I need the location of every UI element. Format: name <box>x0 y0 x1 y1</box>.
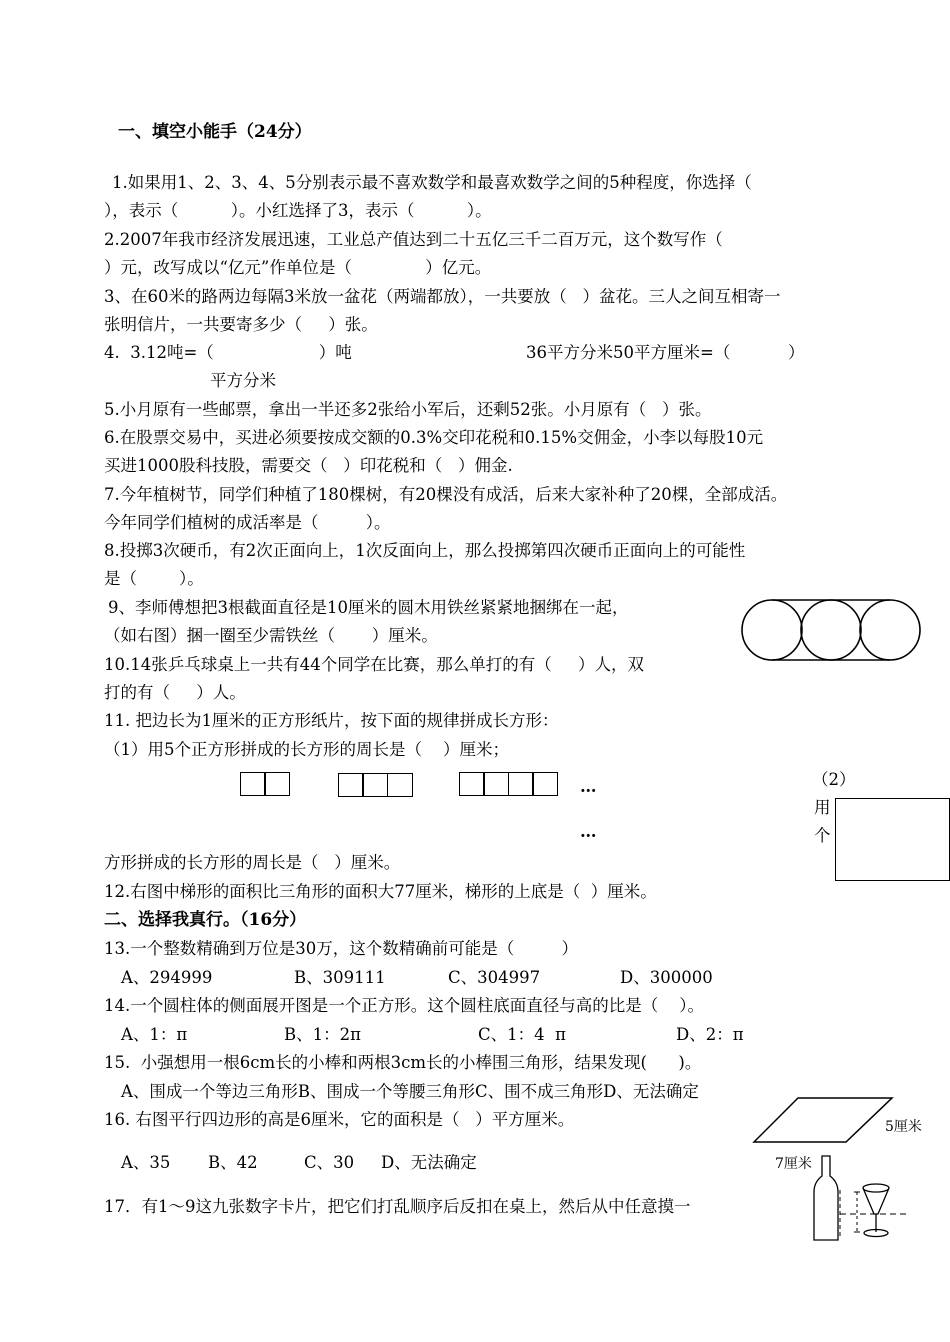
q8-line2: 是（ ）。 <box>104 569 204 588</box>
ellipsis-1: … <box>580 777 597 796</box>
q11-line2: （1）用5个正方形拼成的长方形的周长是（ ）厘米； <box>104 740 509 759</box>
q4-unit: 平方分米 <box>210 371 276 390</box>
q4-part2: 36平方分米50平方厘米=（ ） <box>526 343 805 362</box>
q7-line2: 今年同学们植树的成活率是（ ）。 <box>104 513 391 532</box>
q1-line1: 1.如果用1、2、3、4、5分别表示最不喜欢数学和最喜欢数学之间的5种程度，你选择（ <box>112 173 752 192</box>
q11-line1: 11. 把边长为1厘米的正方形纸片，按下面的规律拼成长方形： <box>104 711 559 730</box>
squares-3 <box>338 773 411 797</box>
circle-1 <box>742 600 802 660</box>
q13-option-d: D、300000 <box>620 968 713 987</box>
rectangle-figure <box>835 798 950 881</box>
squares-4 <box>459 772 557 796</box>
q14-option-a: A、1：π <box>121 1025 188 1044</box>
q6-line1: 6.在股票交易中，买进必须要按成交额的0.3%交印花税和0.15%交佣金，小李以每股10元 <box>104 428 764 447</box>
q1-line2: ），表示（ ）。小红选择了3，表示（ ）。 <box>104 201 492 220</box>
q3-line1: 3、在60米的路两边每隔3米放一盆花（两端都放），一共要放（ ）盆花。三人之间互相寄一 <box>104 287 781 306</box>
section-2-title: 二、选择我真行。（16分） <box>104 910 307 930</box>
q16-option-b: B、42 <box>208 1153 258 1172</box>
parallelogram-side-label: 5厘米 <box>885 1119 922 1135</box>
q14: 14.一个圆柱体的侧面展开图是一个正方形。这个圆柱底面直径与高的比是（ ）。 <box>104 996 704 1015</box>
q5: 5.小月原有一些邮票，拿出一半还多2张给小军后，还剩52张。小月原有（ ）张。 <box>104 400 712 419</box>
q9-line2: （如右图）捆一圈至少需铁丝（ ）厘米。 <box>104 626 438 645</box>
q11-part2-ge: 个 <box>814 826 831 845</box>
squares-2 <box>240 772 289 796</box>
circle-3 <box>860 600 920 660</box>
q8-line1: 8.投掷3次硬币，有2次正面向上，1次反面向上，那么投掷第四次硬币正面向上的可能性 <box>104 541 746 560</box>
q14-option-c: C、1：4 π <box>478 1025 566 1044</box>
q9-line1: 9、李师傅想把3根截面直径是10厘米的圆木用铁丝紧紧地捆绑在一起， <box>108 598 629 617</box>
q6-line2: 买进1000股科技股，需要交（ ）印花税和（ ）佣金. <box>104 456 513 475</box>
q11-part2-label: （2） <box>812 770 856 789</box>
q16-option-c: C、30 <box>304 1153 355 1172</box>
ellipsis-2: … <box>580 822 597 841</box>
q2-line2: ）元，改写成以“亿元”作单位是（ ）亿元。 <box>104 258 492 277</box>
q11-part2-yong: 用 <box>814 798 831 817</box>
q16-option-d: D、无法确定 <box>381 1153 477 1172</box>
q4-part1: 4. 3.12吨=（ ）吨 <box>104 343 352 362</box>
q12: 12.右图中梯形的面积比三角形的面积大77厘米，梯形的上底是（ ）厘米。 <box>104 882 657 901</box>
q11-line3: 方形拼成的长方形的周长是（ ）厘米。 <box>104 853 401 872</box>
q2-line1: 2.2007年我市经济发展迅速，工业总产值达到二十五亿三千二百万元，这个数写作（ <box>104 230 723 249</box>
q10-line2: 打的有（ ）人。 <box>104 683 246 702</box>
q7-line1: 7.今年植树节，同学们种植了180棵树，有20棵没有成活，后来大家补种了20棵，全部成活。 <box>104 485 788 504</box>
q17: 17．有1～9这九张数字卡片，把它们打乱顺序后反扣在桌上，然后从中任意摸一 <box>104 1197 691 1216</box>
q3-line2: 张明信片，一共要寄多少（ ）张。 <box>104 315 378 334</box>
q14-option-b: B、1：2π <box>284 1025 361 1044</box>
three-circles-figure <box>739 598 939 668</box>
bottle-shape <box>814 1156 838 1240</box>
q10-line1: 10.14张乒乓球桌上一共有44个同学在比赛，那么单打的有（ ）人，双 <box>104 655 644 674</box>
q14-option-d: D、2：π <box>676 1025 744 1044</box>
circle-2 <box>801 600 861 660</box>
q16-option-a: A、35 <box>121 1153 171 1172</box>
section-1-title: 一、填空小能手（24分） <box>118 122 312 142</box>
bottle-glass-figure <box>810 1152 910 1242</box>
q13-option-c: C、304997 <box>448 968 541 987</box>
q13-option-a: A、294999 <box>121 968 213 987</box>
q15-options: A、围成一个等边三角形B、围成一个等腰三角形C、围不成三角形D、无法确定 <box>121 1082 699 1101</box>
q16: 16. 右图平行四边形的高是6厘米，它的面积是（ ）平方厘米。 <box>104 1110 575 1129</box>
q13-option-b: B、309111 <box>294 968 386 987</box>
parallelogram-base-label: 7厘米 <box>775 1156 812 1172</box>
q13: 13.一个整数精确到万位是30万，这个数精确前可能是（ ） <box>104 939 578 958</box>
q15: 15. 小强想用一根6cm长的小棒和两根3cm长的小棒围三角形，结果发现( )。 <box>104 1053 702 1072</box>
